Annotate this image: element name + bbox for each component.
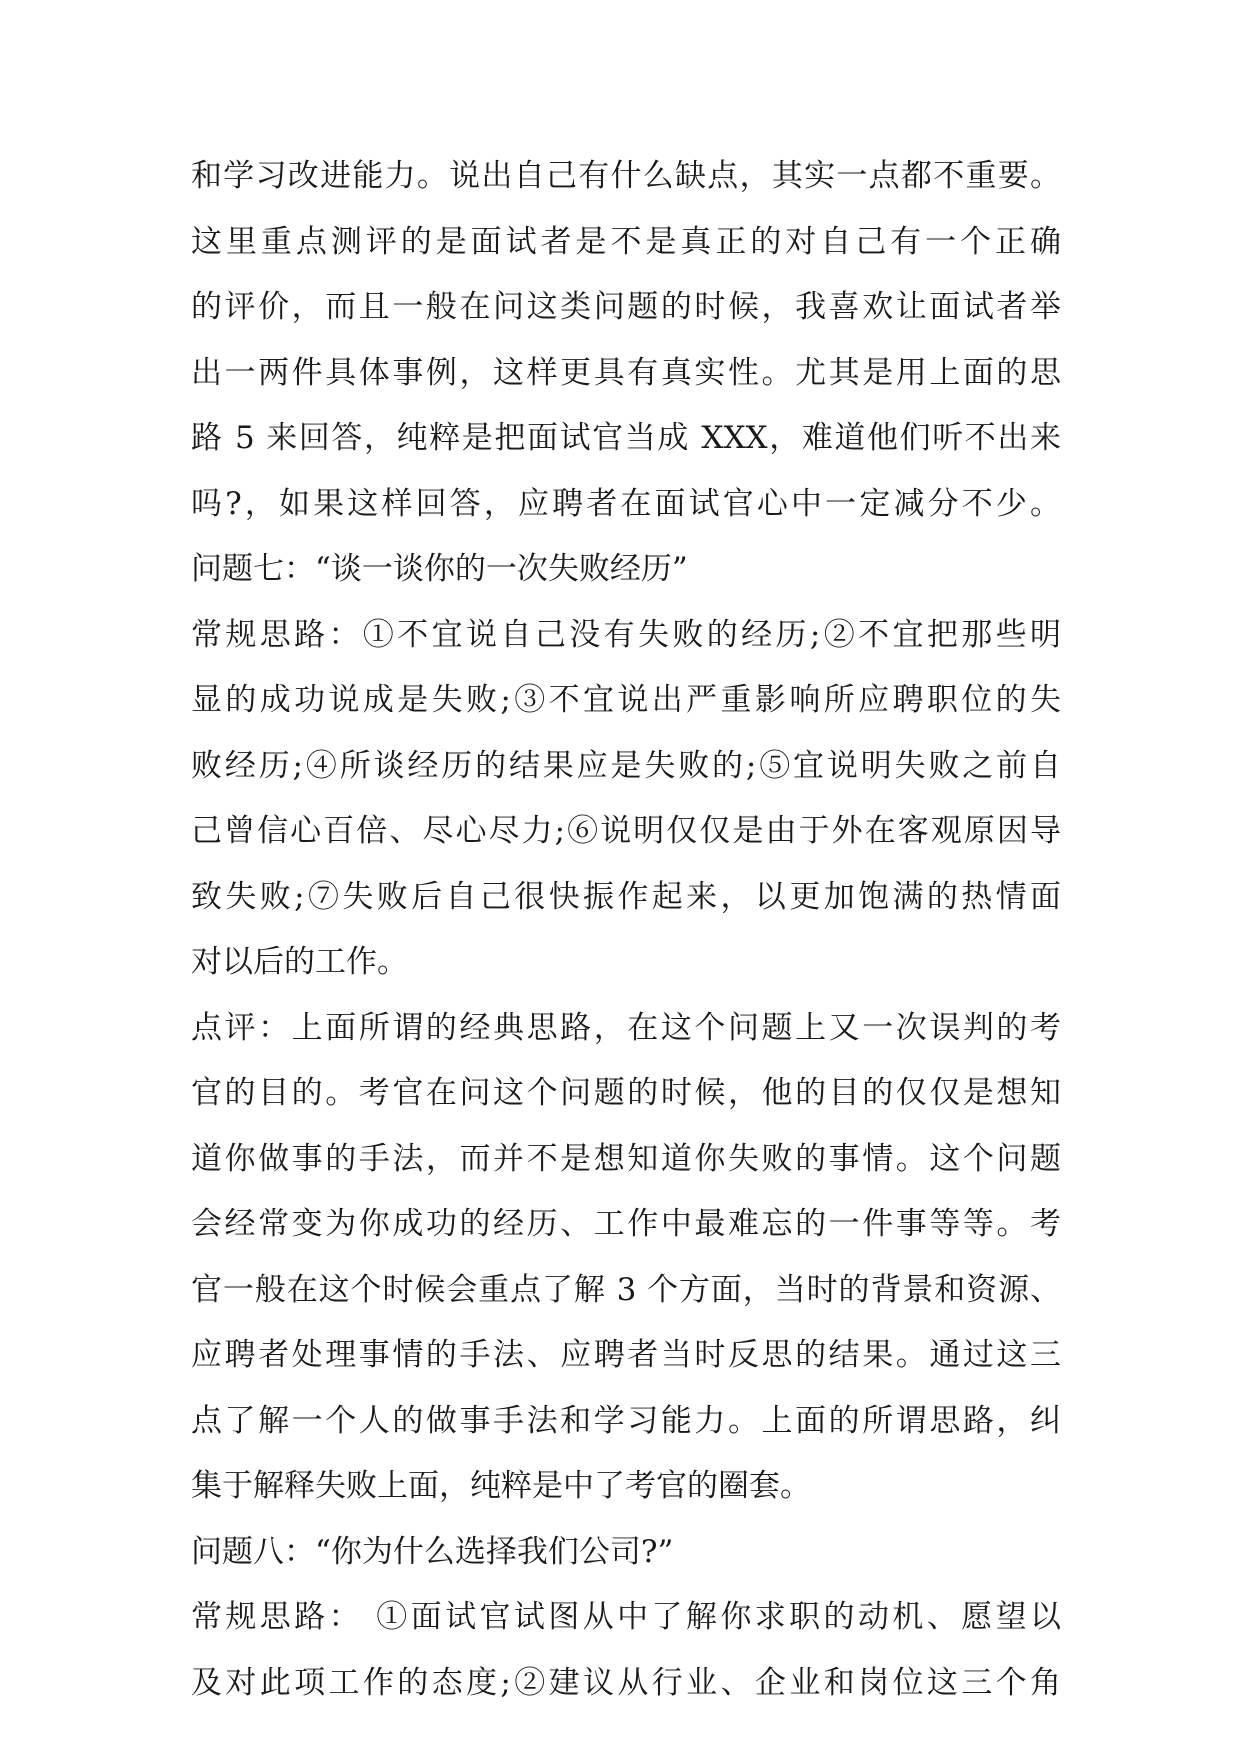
text-line: 致失败;⑦失败后自己很快振作起来，以更加饱满的热情面 — [191, 878, 1061, 915]
text-line: 点评：上面所谓的经典思路，在这个问题上又一次误判的考 — [191, 1009, 1061, 1046]
text-line: 和学习改进能力。说出自己有什么缺点，其实一点都不重要。 — [191, 158, 1061, 194]
document-body — [191, 144, 1061, 1716]
text-line: 会经常变为你成功的经历、工作中最难忘的一件事等等。考 — [191, 1206, 1061, 1242]
text-line: 的评价，而且一般在问这类问题的时候，我喜欢让面试者举 — [191, 289, 1061, 325]
text-line: 官一般在这个时候会重点了解 3 个方面，当时的背景和资源、 — [191, 1271, 1061, 1308]
text-line: 及对此项工作的态度;②建议从行业、企业和岗位这三个角 — [191, 1664, 1061, 1701]
text-line: 道你做事的手法，而并不是想知道你失败的事情。这个问题 — [191, 1140, 1061, 1177]
text-line: 集于解释失败上面，纯粹是中了考官的圈套。 — [191, 1468, 811, 1504]
text-line: 显的成功说成是失败;③不宜说出严重影响所应聘职位的失 — [191, 682, 1061, 718]
text-line: 这里重点测评的是面试者是不是真正的对自己有一个正确 — [191, 223, 1061, 260]
text-line: 应聘者处理事情的手法、应聘者当时反思的结果。通过这三 — [191, 1337, 1061, 1373]
text-line: 常规思路：①不宜说自己没有失败的经历;②不宜把那些明 — [191, 616, 1061, 653]
text-line: 路 5 来回答，纯粹是把面试官当成 XXX，难道他们听不出来 — [191, 420, 1061, 456]
text-line: 出一两件具体事例，这样更具有真实性。尤其是用上面的思 — [191, 354, 1061, 391]
text-line: 对以后的工作。 — [191, 944, 408, 980]
text-line: 败经历;④所谈经历的结果应是失败的;⑤宜说明失败之前自 — [191, 747, 1061, 784]
text-line: 吗?，如果这样回答，应聘者在面试官心中一定减分不少。 — [191, 485, 1061, 522]
text-line: 常规思路： ①面试官试图从中了解你求职的动机、愿望以 — [191, 1599, 1061, 1635]
question-heading: 问题七：“谈一谈你的一次失败经历” — [191, 551, 688, 587]
text-line: 己曾信心百倍、尽心尽力;⑥说明仅仅是由于外在客观原因导 — [191, 813, 1061, 849]
question-heading: 问题八：“你为什么选择我们公司?” — [191, 1533, 674, 1570]
text-line: 官的目的。考官在问这个问题的时候，他的目的仅仅是想知 — [191, 1075, 1061, 1111]
text-line: 点了解一个人的做事手法和学习能力。上面的所谓思路，纠 — [191, 1402, 1061, 1439]
